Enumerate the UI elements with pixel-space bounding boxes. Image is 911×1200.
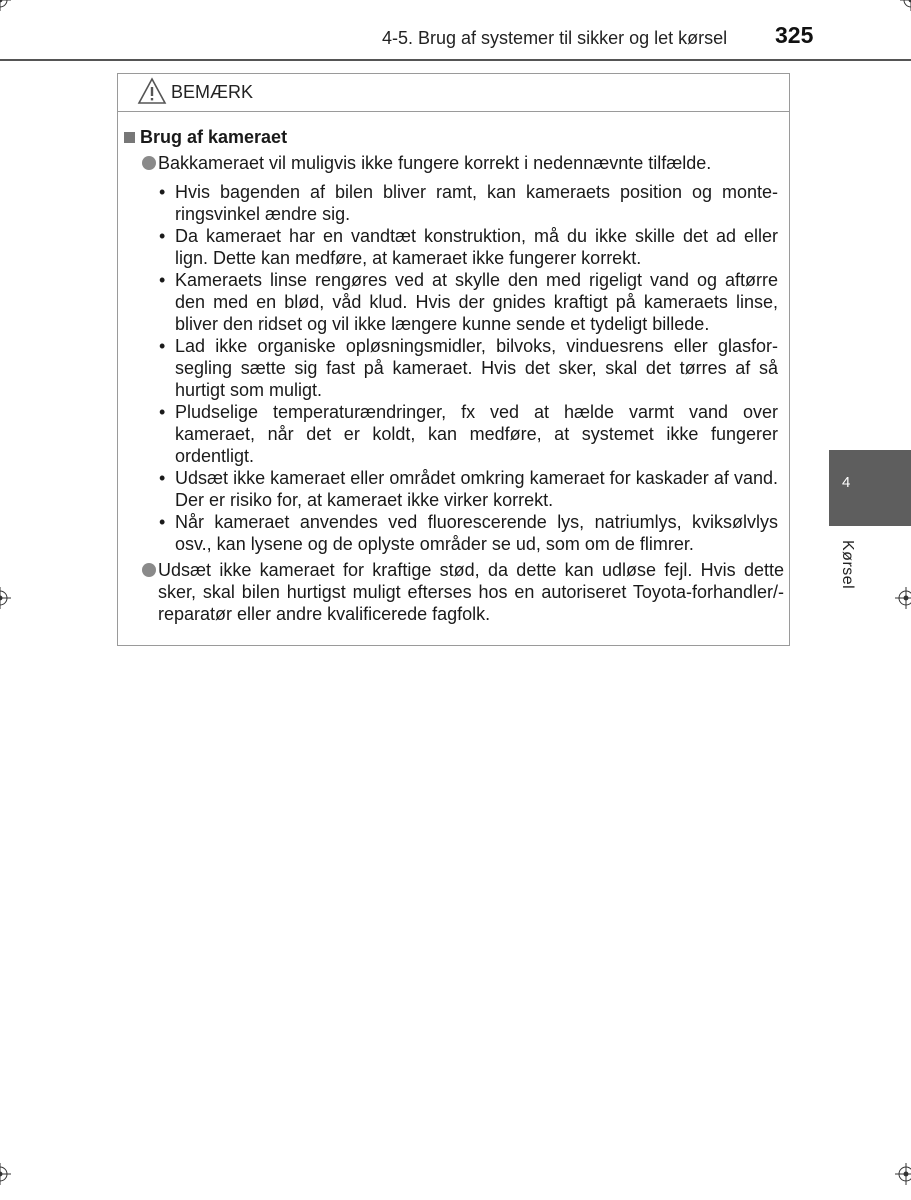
chapter-tab xyxy=(829,450,911,526)
notice-box xyxy=(117,73,790,646)
sub-bullet: • xyxy=(159,182,166,202)
square-bullet-icon xyxy=(124,132,135,143)
circle-bullet-icon xyxy=(142,563,156,577)
registration-mark-icon xyxy=(895,587,911,609)
sub-bullet: • xyxy=(159,402,166,422)
sub-list-item-text: Lad ikke organiske opløsningsmidler, bilvoks, vinduesrens eller glasfor-segling sætte sig fast på kameraet. Hvis det sker, skal det tørres af så hurtigt som muligt. xyxy=(175,336,778,400)
sub-list-item-text: Når kameraet anvendes ved fluorescerende lys, natriumlys, kviksølvlys osv., kan lysene og de oplyste områder se ud, som om de flimrer. xyxy=(175,512,778,554)
registration-mark-mid-right xyxy=(895,587,911,609)
sub-bullet: • xyxy=(159,270,166,290)
sub-list-item xyxy=(124,225,784,269)
header-title: 4-5. Brug af systemer til sikker og let kørsel xyxy=(382,28,728,48)
registration-mark-icon xyxy=(900,0,911,11)
notice-title: BEMÆRK xyxy=(171,82,254,102)
list-item xyxy=(124,559,784,625)
registration-mark-icon xyxy=(0,587,11,609)
list-item-text: Udsæt ikke kameraet for kraftige stød, da dette kan udløse fejl. Hvis dette sker, skal bilen hurtigst muligt efterses hos en autoriseret Toyota-forhandler/-reparatør eller andre kvalificerede fagfolk. xyxy=(158,560,784,624)
registration-mark-bottom-right xyxy=(895,1163,911,1185)
chapter-number: 4 xyxy=(842,474,851,491)
sub-list-item xyxy=(124,269,784,335)
sub-list-item-text: Da kameraet har en vandtæt konstruktion, må du ikke skille det ad eller lign. Dette kan medføre, at kameraet ikke fungerer korrekt. xyxy=(175,226,778,268)
sub-list xyxy=(124,181,784,555)
section-heading-text: Brug af kameraet xyxy=(140,127,288,147)
sub-bullet: • xyxy=(159,512,166,532)
list-item xyxy=(124,152,784,174)
sub-list-item xyxy=(124,401,784,467)
registration-mark-mid-left xyxy=(0,587,11,609)
sub-list-item xyxy=(124,181,784,225)
page-number: 325 xyxy=(775,22,814,48)
registration-mark-top-right xyxy=(900,0,911,11)
sub-list-item-text: Kameraets linse rengøres ved at skylle den med rigeligt vand og aftørre den med en blød, våd klud. Hvis der gnides kraftigt på kameraets linse, bliver den ridset og vil ikke længere kunne sende et tydeligt billede. xyxy=(175,270,778,334)
list-item-text: Bakkameraet vil muligvis ikke fungere korrekt i nedennævnte tilfælde. xyxy=(158,153,712,173)
sub-list-item xyxy=(124,467,784,511)
sub-bullet: • xyxy=(159,336,166,356)
sub-bullet: • xyxy=(159,226,166,246)
registration-mark-icon xyxy=(895,1163,911,1185)
registration-mark-bottom-left xyxy=(0,1163,11,1185)
registration-mark-top-left xyxy=(0,0,11,11)
sub-list-item xyxy=(124,335,784,401)
sub-bullet: • xyxy=(159,468,166,488)
sub-list-item xyxy=(124,511,784,555)
section-heading xyxy=(124,126,784,148)
warning-triangle-icon xyxy=(137,77,167,105)
header-divider xyxy=(0,59,911,61)
chapter-label: Kørsel xyxy=(839,540,856,590)
registration-mark-icon xyxy=(0,1163,11,1185)
circle-bullet-icon xyxy=(142,156,156,170)
sub-list-item-text: Udsæt ikke kameraet eller området omkring kameraet for kaskader af vand. Der er risiko for, at kameraet ikke virker korrekt. xyxy=(175,468,778,510)
sub-list-item-text: Hvis bagenden af bilen bliver ramt, kan kameraets position og monte-ringsvinkel ændre sig. xyxy=(175,182,778,224)
notice-content xyxy=(124,126,784,625)
sub-list-item-text: Pludselige temperaturændringer, fx ved at hælde varmt vand over kameraet, når det er koldt, kan medføre, at systemet ikke fungerer ordentligt. xyxy=(175,402,778,466)
notice-header xyxy=(118,74,789,112)
registration-mark-icon xyxy=(0,0,11,11)
